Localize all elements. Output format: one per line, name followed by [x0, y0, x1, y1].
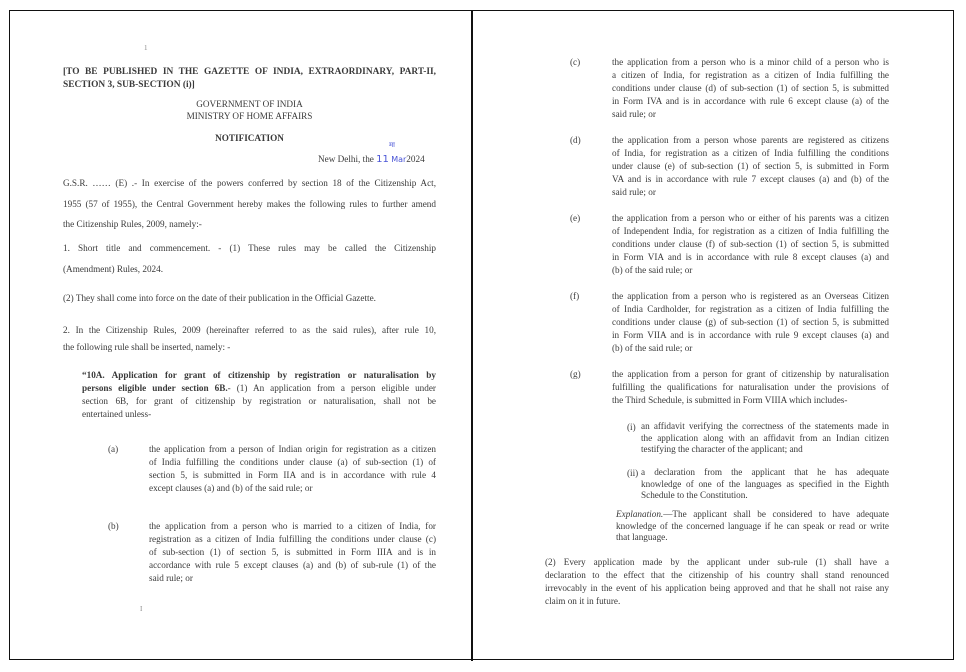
clause-line: under clause (e) of sub-section (1) of section 5, is submitted in Form [612, 161, 889, 171]
page-divider [471, 10, 473, 661]
clause-g-label: (g) [570, 369, 581, 379]
clause-line: of sub-section (1) of section 5, is submitted in Form IIIA and is in [149, 547, 436, 557]
subrule-2-line: (2) Every application made by the applicant under sub-rule (1) shall have a [545, 557, 889, 567]
clause-b-text [149, 520, 436, 585]
clause-a-label: (a) [108, 444, 119, 454]
handwritten-month: Mar [391, 155, 407, 164]
clause-line: conditions under clause (g) of sub-section (1) of section 5, is submitted [612, 317, 889, 327]
clause-c-label: (c) [570, 57, 581, 67]
subrule-2-line: irrevocably in the event of his application being approved and that he shall not raise any [545, 583, 889, 593]
clause-line: registration as a citizen of India fulfilling the conditions under clause (c) [149, 534, 436, 544]
clause-line: conditions under clause (d) of sub-section (1) of section 5, is submitted [612, 83, 889, 93]
rule-10a-line: entertained unless- [82, 409, 152, 419]
clause-b-label: (b) [108, 521, 119, 531]
rule-10a-paragraph [82, 369, 436, 421]
subclause-ii-label: (ii) [627, 468, 639, 478]
clause-d-label: (d) [570, 135, 581, 145]
rule-1-line: 1. Short title and commencement. - (1) These rules may be called the Citizenship [63, 243, 436, 253]
rule-10a-heading-cont: persons eligible under section 6B. [82, 383, 228, 393]
rule-2-line: the following rule shall be inserted, namely: - [63, 341, 231, 352]
rule-2-paragraph [63, 320, 436, 353]
subclause-ii-text [641, 467, 889, 502]
rule-10a-heading: “10A. Application for grant of citizenship by registration or naturalisation by [82, 370, 436, 380]
clause-e-label: (e) [570, 213, 581, 223]
clause-line: the application from a person who is a minor child of a person who is [612, 57, 889, 67]
clause-c-text [612, 56, 889, 121]
clause-d-text [612, 134, 889, 199]
subclause-line: knowledge of one of the languages as specified in the Eighth [641, 478, 889, 489]
clause-line: the application from a person who is married to a citizen of India, for [149, 521, 436, 531]
year: 2024 [406, 154, 425, 164]
clause-line: in Form VIA and is in accordance with rule 8 except clauses (a) and [612, 252, 889, 262]
clause-line: conditions under clause (f) of sub-section (1) of section 5, is submitted [612, 239, 889, 249]
explanation-text: —The applicant shall be considered to have adequate [663, 509, 889, 519]
clause-line: section 5, is submitted in Form IIA and is in accordance with rule 4 [149, 470, 436, 480]
subclause-line: the application along with an affidavit from an Indian citizen [641, 432, 889, 443]
gazette-header-line2: SECTION 3, SUB-SECTION (i)] [63, 80, 195, 90]
gsr-line: the Citizenship Rules, 2009, namely:- [63, 219, 202, 229]
clause-g-text [612, 368, 889, 407]
rule-1-subrule-2: (2) They shall come into force on the date of their publication in the Official Gazette. [63, 293, 376, 303]
footer-mark: I [140, 605, 143, 613]
clause-line: the application from a person of Indian origin for registration as a citizen [149, 444, 436, 454]
clause-line: VA and is in accordance with rule 7 except clauses (a) and (b) of the [612, 174, 889, 184]
gsr-line: 1955 (57 of 1955), the Central Government hereby makes the following rules to further amend [63, 198, 436, 209]
subrule-2-line: declaration to the effect that the citizenship of his country shall stand renounced [545, 570, 889, 580]
rule-2-line: 2. In the Citizenship Rules, 2009 (hereinafter referred to as the said rules), after rule 10, [63, 325, 436, 335]
clause-line: in Form VIIA and is in accordance with rule 9 except clauses (a) and [612, 330, 889, 340]
explanation-line [616, 509, 889, 521]
clause-line: in Form IVA and is in accordance with rule 6 except clause (a) of the [612, 96, 889, 106]
clause-line: except clauses (a) and (b) of the said rule; or [149, 483, 313, 493]
subclause-i-label: (i) [627, 422, 636, 432]
clause-line: said rule; or [149, 573, 193, 583]
clause-line: the application from a person who is registered as an Overseas Citizen [612, 291, 889, 301]
clause-line: said rule; or [612, 109, 656, 119]
explanation-label: Explanation. [616, 509, 664, 519]
ministry-title: MINISTRY OF HOME AFFAIRS [186, 111, 313, 121]
clause-line: fulfilling the qualifications for naturalisation under the provisions of [612, 382, 889, 392]
explanation-paragraph [616, 509, 889, 544]
place-date-prefix: New Delhi, the [318, 154, 374, 164]
page-mark: 1 [144, 44, 148, 52]
rule-10a-line [82, 382, 436, 395]
subrule-2-line: claim on it in future. [545, 596, 621, 606]
rule-10a-text: - (1) An application from a person eligible under [227, 383, 436, 393]
clause-line: the Third Schedule, is submitted in Form VIIIA which includes- [612, 395, 848, 405]
government-title: GOVERNMENT OF INDIA [196, 99, 303, 109]
clause-e-text [612, 212, 889, 277]
subclause-line: a declaration from the applicant that he has adequate [641, 467, 889, 477]
handwritten-day: 11 [376, 154, 389, 165]
subclause-line: an affidavit verifying the correctness of the statements made in [641, 421, 889, 431]
clause-line: the application from a person whose parents are registered as citizens [612, 135, 889, 145]
subrule-2-paragraph [545, 556, 889, 608]
clause-line: of India fulfilling the conditions under clause (a) of sub-section (1) of [149, 457, 436, 467]
clause-line: a citizen of India, for registration as a citizen of India fulfilling the [612, 70, 889, 80]
explanation-line: knowledge of the concerned language if he can speak or read or write [616, 520, 889, 531]
clause-line: accordance with rule 5 except clauses (a) and (b) of sub-rule (1) of the [149, 560, 436, 570]
gazette-header-line1: [TO BE PUBLISHED IN THE GAZETTE OF INDIA, EXTRAORDINARY, PART-II, [63, 67, 436, 77]
gsr-line: G.S.R. …… (E) .- In exercise of the powers conferred by section 18 of the Citizenship Act, [63, 178, 436, 188]
gsr-paragraph [63, 173, 436, 235]
clause-line: of Independent India, for registration as a citizen of India fulfilling the [612, 226, 889, 236]
clause-line: (b) of the said rule; or [612, 265, 693, 275]
notification-title: NOTIFICATION [215, 133, 284, 143]
rule-1-paragraph [63, 238, 436, 279]
clause-line: the application from a person who or either of his parents was a citizen [612, 213, 889, 223]
clause-line: the application from a person for grant of citizenship by naturalisation [612, 369, 889, 379]
clause-line: of India, for registration as a citizen of India fulfilling the conditions [612, 148, 889, 158]
subclause-line: Schedule to the Constitution. [641, 490, 748, 500]
clause-line: of India Cardholder, for registration as a citizen of India fulfilling the [612, 304, 889, 314]
explanation-line: that language. [616, 532, 668, 542]
place-date [318, 153, 425, 166]
clause-a-text [149, 443, 436, 495]
handwritten-annotation: मा [389, 141, 395, 149]
subclause-line: testifying the character of the applicant; and [641, 444, 803, 454]
clause-line: (b) of the said rule; or [612, 343, 693, 353]
clause-f-text [612, 290, 889, 355]
rule-1-line: (Amendment) Rules, 2024. [63, 263, 164, 274]
subclause-i-text [641, 421, 889, 456]
clause-f-label: (f) [570, 291, 580, 301]
clause-line: said rule; or [612, 187, 656, 197]
rule-10a-line: section 6B, for grant of citizenship by registration or naturalisation, shall not be [82, 396, 436, 406]
